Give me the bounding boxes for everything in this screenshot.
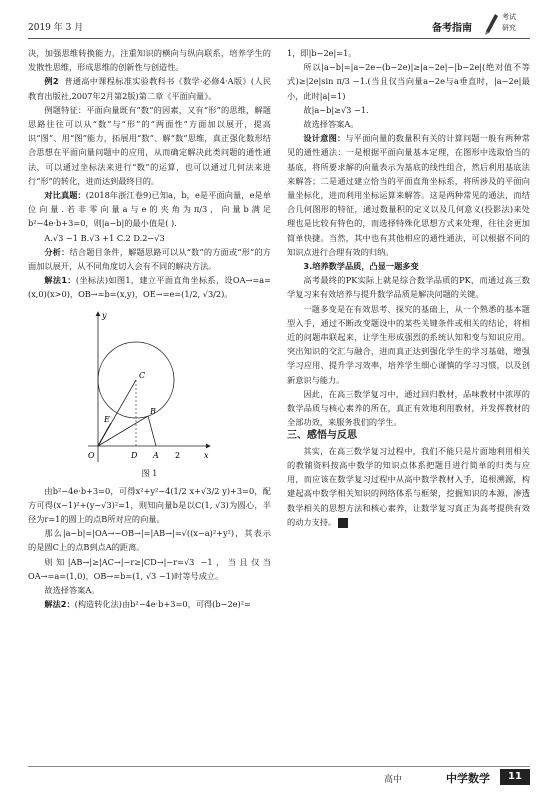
example-text: 普通高中课程标准实验教科书《数学·必修4·A版》(人民教育出版社,2007年2月第2版)第二章《平面向量》。	[28, 76, 271, 101]
exam-question-paragraph	[28, 188, 271, 231]
paragraph: 高考最终的PK实际上就是综合数学品质的PK，而通过高三数学复习来有效培养与提升数学品质是解决问题的关键。	[287, 275, 530, 300]
subsection-heading: 3.培养数学品质，凸显一题多变	[303, 261, 419, 272]
badge-text-top: 考试	[502, 13, 516, 21]
end-of-article-icon: E	[338, 518, 348, 528]
paragraph: 一题多变是在有效思考、探究的基础上，从一个熟悉的基本题型入手，通过不断改变题设中的某些关键条件或相关的结论，将相近的问题串联起来，让学生形成强烈的系统认知和变与知识应用。突出知识的交汇与融合，进而真正达到强化学生的学习基础，增强学习应用、提升学习效率，培养学生细心谨慎的学习习惯，以及创新意识与能力。	[287, 303, 530, 385]
header-column-title: 备考指南	[432, 23, 472, 34]
label-b: B	[150, 406, 156, 416]
column-badge	[482, 10, 530, 36]
paragraph: 因此，在高三数学复习中，通过回归教材，品味教材中浓厚的数学品质与核心素养的所在，真正有效地利用教材，并发挥教材的全部功效，来服务我们的学生。	[287, 388, 530, 428]
solution-label: 解法2：	[44, 599, 75, 610]
solution-text: (坐标法)如图1，建立平面直角坐标系，设OA→=a=(x,0)(x>0)，OB→=b=(x,y)，OE→=e=(1/2, √3/2)。	[28, 275, 272, 300]
solution-label: 解法1：	[44, 275, 76, 286]
label-a: A	[153, 450, 159, 460]
segment-ba	[148, 416, 156, 446]
figure-caption: 图 1	[141, 469, 158, 479]
page-footer	[28, 766, 530, 786]
paragraph: 那么|a−b|=|OA→−OB→|=|AB→|=√((x−a)²+y²)，其表示的是圆C上的点B到点A的距离。	[28, 528, 271, 553]
header-date: 2019 年 3 月	[28, 23, 84, 33]
footer-label: 高中	[383, 775, 402, 785]
example-2-paragraph	[28, 74, 271, 102]
solution-text: (构造转化法)由b²−4e·b+3=0，可得(b−2e)²=	[74, 599, 251, 610]
label-x: x	[204, 450, 209, 460]
design-intent-paragraph	[287, 131, 530, 259]
analysis-text: 结合题目条件，解题思路可以从“数”的方面或“形”的方面加以展开，从不同角度切入会有不同的解决方法。	[28, 246, 271, 272]
pencil-logo-icon	[482, 11, 500, 35]
paragraph: 例题特征：平面向量既有“数”的因素，又有“形”的思维，解题思路往往可以从“数”与“形”的“两面性”方面加以展开，提高识“图”、用“图”能力，拓展用“数”、解“数”思维，真正强化数形结合思想在平面向量问题中的应用，从而确定解决此类问题的通性通法，可以通过坐标法来进行“数”的运算，也可以通过几何法来进行“形”的转化，进而达到最终目的。	[28, 104, 271, 186]
paragraph: 则知|AB→|≥|AC→|−r≥|CD→|−r=√3 −1，当且仅当OA→=a=(1,0)，OB→=b=(1, √3 −1)时等号成立。	[28, 556, 271, 581]
paragraph: 故选择答案A。	[303, 119, 359, 130]
badge-text-bottom: 研究	[502, 24, 516, 32]
closing-text: 其实，在高三数学复习过程中，我们不能只是片面地利用相关的教辅资料按高中数学的知识点体系把题目进行简单的归类与应用，而应该在数学复习过程中从高中数学教材入手，追根溯源，构建起高中数学相关知识的网络体系与框架，挖掘知识的本源，渗透数学相关的思想方法和核心素养，让数学复习真正为高考提供有效的动力支持。	[287, 445, 530, 527]
right-column	[287, 46, 530, 529]
header-divider	[28, 38, 530, 39]
label-y: y	[102, 310, 107, 320]
exam-question-text: (2018年浙江卷9)已知a，b，e是平面向量，e是单位向量.若非零向量a与e的夹角为π/3，向量b满足b²−4e·b+3=0，则|a−b|的最小值是( ).	[28, 190, 271, 229]
paragraph: 1，即|b−2e|=1。	[287, 48, 357, 58]
analysis-label: 分析：	[44, 246, 70, 257]
paragraph: 所以|a−b|=|a−2e−(b−2e)|≥|a−2e|−|b−2e|(绝对值不等式)≥|2e|sin π/3 −1.(当且仅当向量a−2e与a垂直时，|a−2e|最小，此时|a|=1)	[287, 62, 530, 101]
design-intent-label: 设计意图：	[303, 133, 346, 144]
label-d: D	[131, 450, 138, 460]
design-intent-text: 与平面向量的数量积有关的计算问题一般有两种常见的通性通法：一是根据平面向量基本定理，在图形中选取恰当的基底，将所要求解的向量表示为基底的线性组合，然后利用基底法来解答；二是通过建立恰当的平面直角坐标系，将所涉及的平面向量坐标化，进而利用坐标运算来解答。这是两种常见的通法，而结合几何图形的特征，通过数量积的定义以及几何意义(投影法)来处理也是比较有特色的，而选择特殊化思想方式来处理，往往会更加简单快捷。当然，其中也有其他相应的通性通法，可以根据不同的知识点进行合理有效的归纳。	[287, 133, 530, 257]
exam-label: 对比真题：	[44, 190, 86, 201]
left-column	[28, 46, 271, 611]
solution-1-paragraph	[28, 273, 271, 301]
closing-paragraph	[287, 444, 530, 529]
figure-1	[28, 306, 271, 482]
label-two: 2	[175, 450, 181, 460]
analysis-paragraph	[28, 245, 271, 273]
journal-name: 中学数学	[446, 772, 490, 785]
page-number: 11	[500, 769, 530, 785]
paragraph: 由b²−4e·b+3=0，可得x²+y²−4(1/2 x+√3/2 y)+3=0，配方可得(x−1)²+(y−√3)²=1，则知向量b是以C(1, √3)为圆心，半径为r=1的圆上的点B所对应的向量。	[28, 485, 271, 525]
paragraph: 决，加强思维转换能力，注重知识的横向与纵向联系，培养学生的发散性思维，形成思维的创新性与创造性。	[28, 48, 271, 73]
coordinate-diagram	[78, 306, 218, 466]
label-c: C	[139, 370, 146, 380]
example-label: 例2	[44, 76, 59, 87]
footer-divider	[28, 766, 530, 767]
paragraph: 故|a−b|≥√3 −1.	[303, 104, 369, 115]
label-e: E	[104, 414, 110, 424]
answer-choices: A.√3 −1 B.√3 +1 C.2 D.2−√3	[44, 232, 165, 243]
solution-2-paragraph	[28, 597, 271, 611]
section-heading: 三、感悟与反思	[287, 430, 357, 442]
label-o: O	[88, 450, 95, 460]
paragraph: 故选择答案A。	[44, 585, 100, 596]
